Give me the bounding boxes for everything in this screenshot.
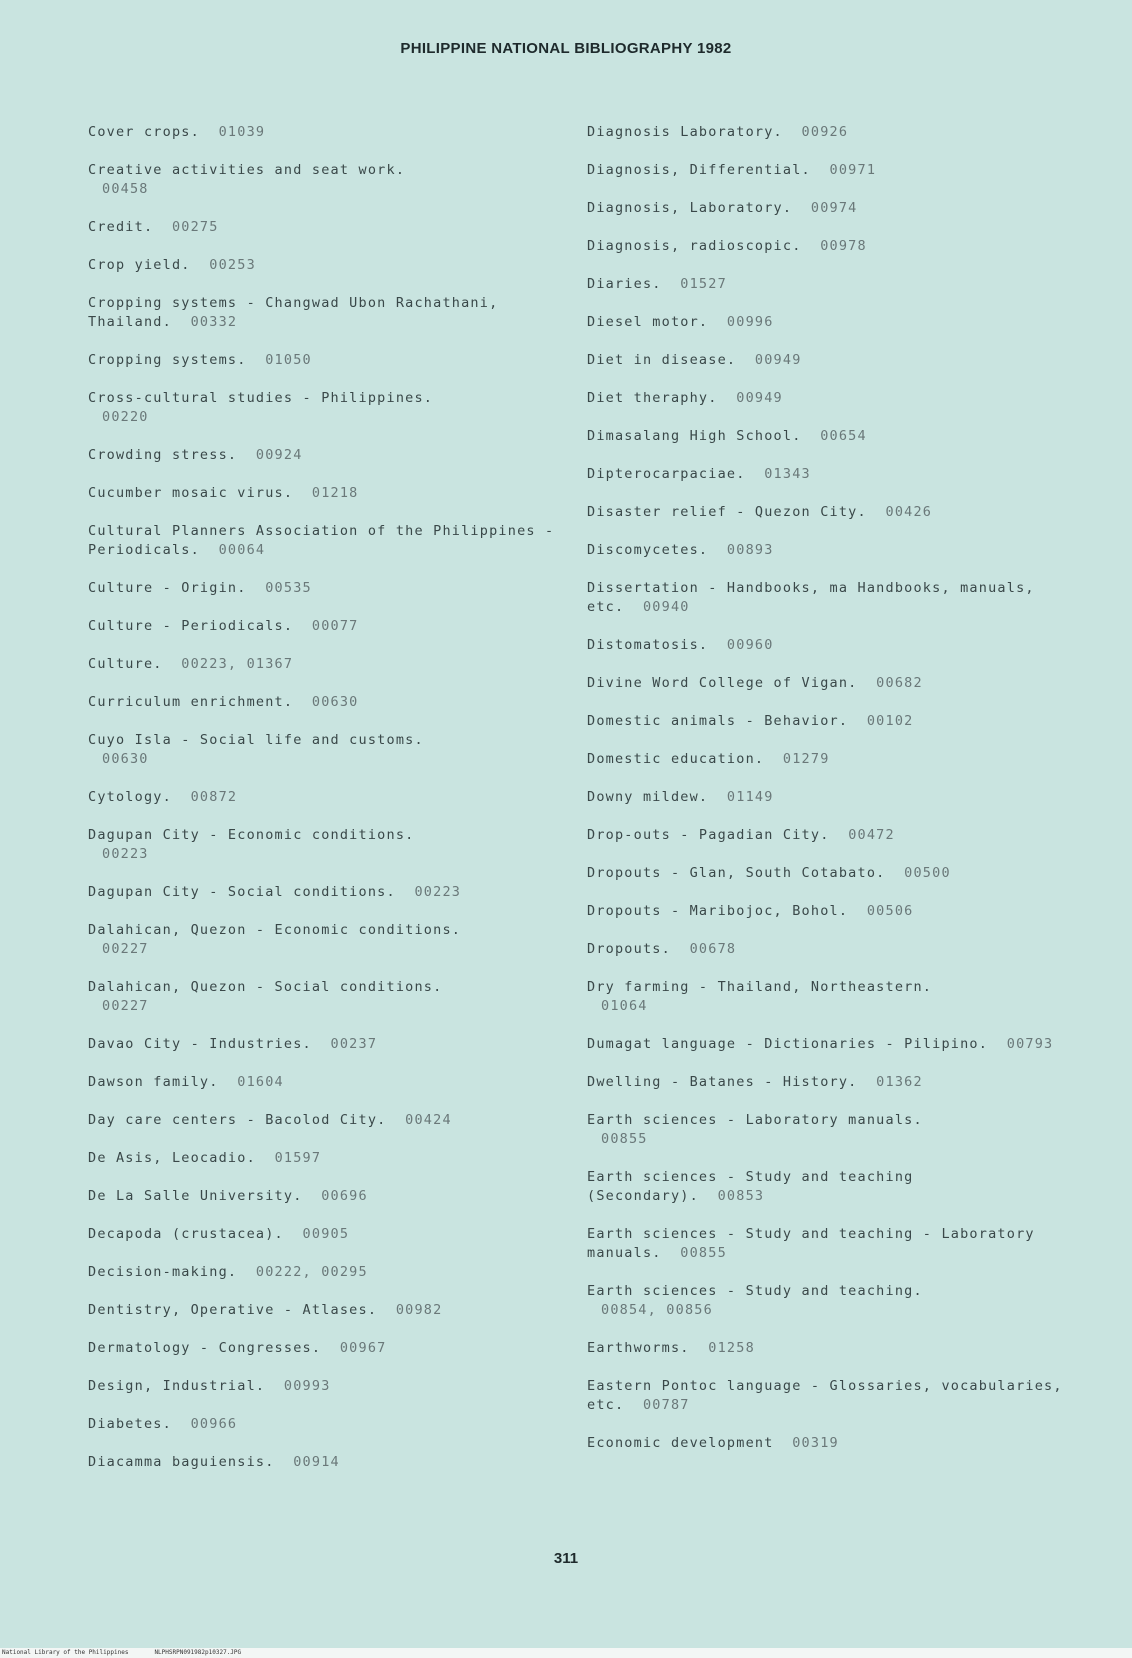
entry-code: 00996: [726, 314, 774, 330]
entry-heading: Dalahican, Quezon - Economic conditions.: [88, 922, 462, 938]
entry-heading: Domestic animals - Behavior.: [587, 713, 849, 729]
index-entry: [587, 674, 1067, 693]
entry-heading: Crowding stress.: [88, 447, 238, 463]
entry-code: 00978: [820, 238, 867, 254]
index-entry: [88, 1225, 558, 1244]
entry-heading: Culture - Periodicals.: [88, 618, 294, 634]
footer-library: National Library of the Philippines: [2, 1649, 129, 1656]
entry-heading: De Asis, Leocadio.: [88, 1150, 256, 1166]
index-entry: [88, 161, 558, 199]
entry-heading: Dentistry, Operative - Atlases.: [88, 1302, 378, 1318]
index-entry: [88, 1301, 558, 1320]
entry-code: 00966: [190, 1416, 238, 1432]
entry-code: 00940: [642, 599, 690, 615]
entry-heading: Dermatology - Congresses.: [88, 1340, 322, 1356]
index-entry: [88, 731, 558, 769]
index-entry: [587, 465, 1067, 484]
entry-code: 00424: [405, 1112, 452, 1128]
index-entry: [88, 826, 558, 864]
entry-heading: Culture.: [88, 656, 163, 672]
index-entry: [88, 1035, 558, 1054]
entry-code: 00855: [680, 1245, 727, 1261]
index-entry: [587, 978, 1067, 1016]
index-entry: [88, 1415, 558, 1434]
index-entry: [587, 864, 1067, 883]
page-number: 311: [553, 1550, 579, 1567]
entry-heading: Cultural Planners Association of the Philippines - Periodicals.: [88, 523, 555, 558]
index-entry: [587, 636, 1067, 655]
index-entry: [88, 294, 558, 332]
entry-code: 00960: [726, 637, 774, 653]
entry-heading: Cropping systems - Changwad Ubon Rachathani, Thailand.: [88, 295, 499, 330]
index-entry: [587, 1111, 1067, 1149]
index-entry: [88, 1187, 558, 1206]
entry-code: 00077: [311, 618, 359, 634]
entry-code: 00275: [171, 219, 219, 235]
index-entry: [88, 579, 558, 598]
entry-code: 00332: [190, 314, 238, 330]
entry-heading: Economic development: [587, 1435, 774, 1451]
entry-code: 00853: [717, 1188, 765, 1204]
entry-code: 00500: [904, 865, 951, 881]
entry-heading: Cross-cultural studies - Philippines.: [88, 390, 434, 406]
index-entry: [587, 161, 1067, 180]
footer-file: NLPHSRPN091982p10327.JPG: [154, 1649, 242, 1656]
entry-heading: Decision-making.: [88, 1264, 238, 1280]
entry-heading: Earth sciences - Laboratory manuals.: [587, 1112, 923, 1128]
entry-code: 00102: [866, 713, 914, 729]
entry-heading: Curriculum enrichment.: [88, 694, 294, 710]
index-entry: [88, 883, 558, 902]
entry-heading: Diesel motor.: [587, 314, 709, 330]
index-entry: [587, 503, 1067, 522]
index-entry: [587, 123, 1067, 142]
entry-code: 00227: [102, 998, 149, 1014]
index-entry: [587, 1073, 1067, 1092]
index-entry: [88, 484, 558, 503]
entry-code: 00458: [102, 181, 149, 197]
index-entry: [88, 617, 558, 636]
index-entry: [88, 788, 558, 807]
scan-footer-note: [2, 1648, 267, 1658]
page-header: PHILIPPINE NATIONAL BIBLIOGRAPHY 1982: [400, 40, 732, 57]
index-entry: [587, 1035, 1067, 1054]
index-entry: [88, 693, 558, 712]
index-entry: [587, 579, 1067, 617]
entry-heading: Discomycetes.: [587, 542, 709, 558]
entry-heading: Crop yield.: [88, 257, 191, 273]
index-entry: [587, 902, 1067, 921]
entry-code: 00223: [102, 846, 149, 862]
entry-code: 00678: [689, 941, 737, 957]
entry-heading: Design, Industrial.: [88, 1378, 266, 1394]
index-entry: [88, 218, 558, 237]
entry-code: 00630: [102, 751, 149, 767]
entry-code: 00793: [1006, 1036, 1054, 1052]
entry-code: 01050: [265, 352, 312, 368]
entry-heading: Cytology.: [88, 789, 172, 805]
entry-code: 00535: [265, 580, 312, 596]
entry-heading: Diagnosis Laboratory.: [587, 124, 783, 140]
entry-code: 00855: [601, 1131, 648, 1147]
index-entry: [587, 351, 1067, 370]
entry-heading: Dropouts - Maribojoc, Bohol.: [587, 903, 849, 919]
entry-code: 00222, 00295: [255, 1264, 368, 1280]
entry-heading: Divine Word College of Vigan.: [587, 675, 858, 691]
entry-heading: Earth sciences - Study and teaching (Secondary).: [587, 1169, 914, 1204]
index-entry: [88, 256, 558, 275]
index-entry: [587, 237, 1067, 256]
entry-code: 00319: [792, 1435, 839, 1451]
entry-heading: Diacamma baguiensis.: [88, 1454, 275, 1470]
entry-code: 00682: [876, 675, 923, 691]
index-entry: [88, 123, 558, 142]
entry-heading: Dwelling - Batanes - History.: [587, 1074, 858, 1090]
entry-heading: Dagupan City - Economic conditions.: [88, 827, 415, 843]
entry-heading: Dipterocarpaciae.: [587, 466, 746, 482]
entry-heading: Earth sciences - Study and teaching.: [587, 1283, 923, 1299]
entry-heading: Dagupan City - Social conditions.: [88, 884, 396, 900]
index-entry: [88, 1263, 558, 1282]
entry-code: 00472: [848, 827, 895, 843]
entry-code: 00227: [102, 941, 149, 957]
entry-heading: Drop-outs - Pagadian City.: [587, 827, 830, 843]
entry-code: 00914: [293, 1454, 340, 1470]
entry-heading: Dry farming - Thailand, Northeastern.: [587, 979, 933, 995]
entry-heading: Decapoda (crustacea).: [88, 1226, 284, 1242]
entry-heading: Downy mildew.: [587, 789, 709, 805]
entry-code: 00971: [829, 162, 877, 178]
entry-heading: Dropouts.: [587, 941, 671, 957]
index-entry: [587, 940, 1067, 959]
entry-code: 01149: [726, 789, 774, 805]
index-entry: [587, 1282, 1067, 1320]
index-entry: [587, 427, 1067, 446]
index-entry: [587, 750, 1067, 769]
entry-heading: Dissertation - Handbooks, ma Handbooks, manuals, etc.: [587, 580, 1035, 615]
entry-heading: Diet in disease.: [587, 352, 737, 368]
index-entry: [587, 389, 1067, 408]
entry-code: 00426: [885, 504, 933, 520]
entry-code: 00949: [754, 352, 802, 368]
entry-code: 01064: [601, 998, 648, 1014]
entry-heading: Cuyo Isla - Social life and customs.: [88, 732, 424, 748]
entry-heading: Davao City - Industries.: [88, 1036, 312, 1052]
entry-heading: Earthworms.: [587, 1340, 690, 1356]
entry-code: 01279: [782, 751, 830, 767]
index-entry: [88, 1339, 558, 1358]
index-entry: [587, 788, 1067, 807]
entry-heading: Day care centers - Bacolod City.: [88, 1112, 387, 1128]
entry-code: 00926: [801, 124, 849, 140]
entry-heading: Diet theraphy.: [587, 390, 718, 406]
entry-code: 00630: [311, 694, 359, 710]
entry-code: 00506: [866, 903, 914, 919]
entry-code: 00982: [395, 1302, 443, 1318]
index-entry: [587, 1225, 1067, 1263]
index-entry: [88, 1073, 558, 1092]
index-entry: [88, 1377, 558, 1396]
entry-heading: Diabetes.: [88, 1416, 172, 1432]
index-entry: [88, 921, 558, 959]
index-entry: [587, 1434, 1067, 1453]
entry-heading: De La Salle University.: [88, 1188, 303, 1204]
entry-heading: Disaster relief - Quezon City.: [587, 504, 867, 520]
entry-code: 01597: [274, 1150, 322, 1166]
index-entry: [88, 1149, 558, 1168]
entry-code: 00872: [190, 789, 238, 805]
entry-heading: Dimasalang High School.: [587, 428, 802, 444]
entry-code: 00854, 00856: [601, 1302, 713, 1318]
index-entry: [88, 522, 558, 560]
index-entry: [587, 541, 1067, 560]
entry-code: 00905: [302, 1226, 350, 1242]
index-column-left: [88, 123, 558, 1491]
index-entry: [587, 826, 1067, 845]
entry-heading: Dumagat language - Dictionaries - Pilipino.: [587, 1036, 989, 1052]
entry-heading: Credit.: [88, 219, 154, 235]
index-entry: [587, 199, 1067, 218]
entry-code: 00974: [810, 200, 858, 216]
entry-heading: Cucumber mosaic virus.: [88, 485, 294, 501]
entry-heading: Diagnosis, Laboratory.: [587, 200, 793, 216]
index-entry: [88, 978, 558, 1016]
entry-code: 00064: [218, 542, 266, 558]
entry-heading: Earth sciences - Study and teaching - Laboratory manuals.: [587, 1226, 1035, 1261]
index-entry: [587, 1377, 1067, 1415]
entry-code: 00253: [209, 257, 256, 273]
entry-code: 00220: [102, 409, 149, 425]
entry-code: 01258: [708, 1340, 755, 1356]
index-entry: [587, 275, 1067, 294]
entry-code: 01343: [764, 466, 811, 482]
entry-code: 01218: [311, 485, 359, 501]
entry-heading: Distomatosis.: [587, 637, 709, 653]
index-column-right: [587, 123, 1067, 1472]
index-entry: [587, 1168, 1067, 1206]
entry-code: 00924: [255, 447, 303, 463]
entry-heading: Culture - Origin.: [88, 580, 247, 596]
entry-code: 01362: [876, 1074, 923, 1090]
index-entry: [88, 446, 558, 465]
entry-code: 00949: [736, 390, 783, 406]
entry-heading: Dawson family.: [88, 1074, 219, 1090]
entry-code: 00237: [330, 1036, 378, 1052]
entry-code: 01604: [237, 1074, 284, 1090]
entry-code: 00223, 01367: [181, 656, 294, 672]
entry-code: 00223: [414, 884, 462, 900]
index-entry: [88, 351, 558, 370]
entry-heading: Diagnosis, Differential.: [587, 162, 811, 178]
entry-code: 00993: [283, 1378, 331, 1394]
index-entry: [587, 313, 1067, 332]
index-entry: [587, 712, 1067, 731]
entry-heading: Eastern Pontoc language - Glossaries, vocabularies, etc.: [587, 1378, 1063, 1413]
index-entry: [88, 389, 558, 427]
entry-code: 01039: [218, 124, 266, 140]
index-entry: [88, 1453, 558, 1472]
entry-code: 01527: [680, 276, 727, 292]
entry-heading: Domestic education.: [587, 751, 765, 767]
entry-code: 00893: [726, 542, 774, 558]
entry-heading: Cover crops.: [88, 124, 200, 140]
index-entry: [587, 1339, 1067, 1358]
entry-code: 00967: [339, 1340, 387, 1356]
entry-code: 00696: [321, 1188, 368, 1204]
entry-heading: Diagnosis, radioscopic.: [587, 238, 802, 254]
entry-code: 00787: [642, 1397, 690, 1413]
entry-heading: Cropping systems.: [88, 352, 247, 368]
index-entry: [88, 1111, 558, 1130]
entry-code: 00654: [820, 428, 867, 444]
index-entry: [88, 655, 558, 674]
entry-heading: Diaries.: [587, 276, 662, 292]
entry-heading: Creative activities and seat work.: [88, 162, 406, 178]
entry-heading: Dropouts - Glan, South Cotabato.: [587, 865, 886, 881]
entry-heading: Dalahican, Quezon - Social conditions.: [88, 979, 443, 995]
